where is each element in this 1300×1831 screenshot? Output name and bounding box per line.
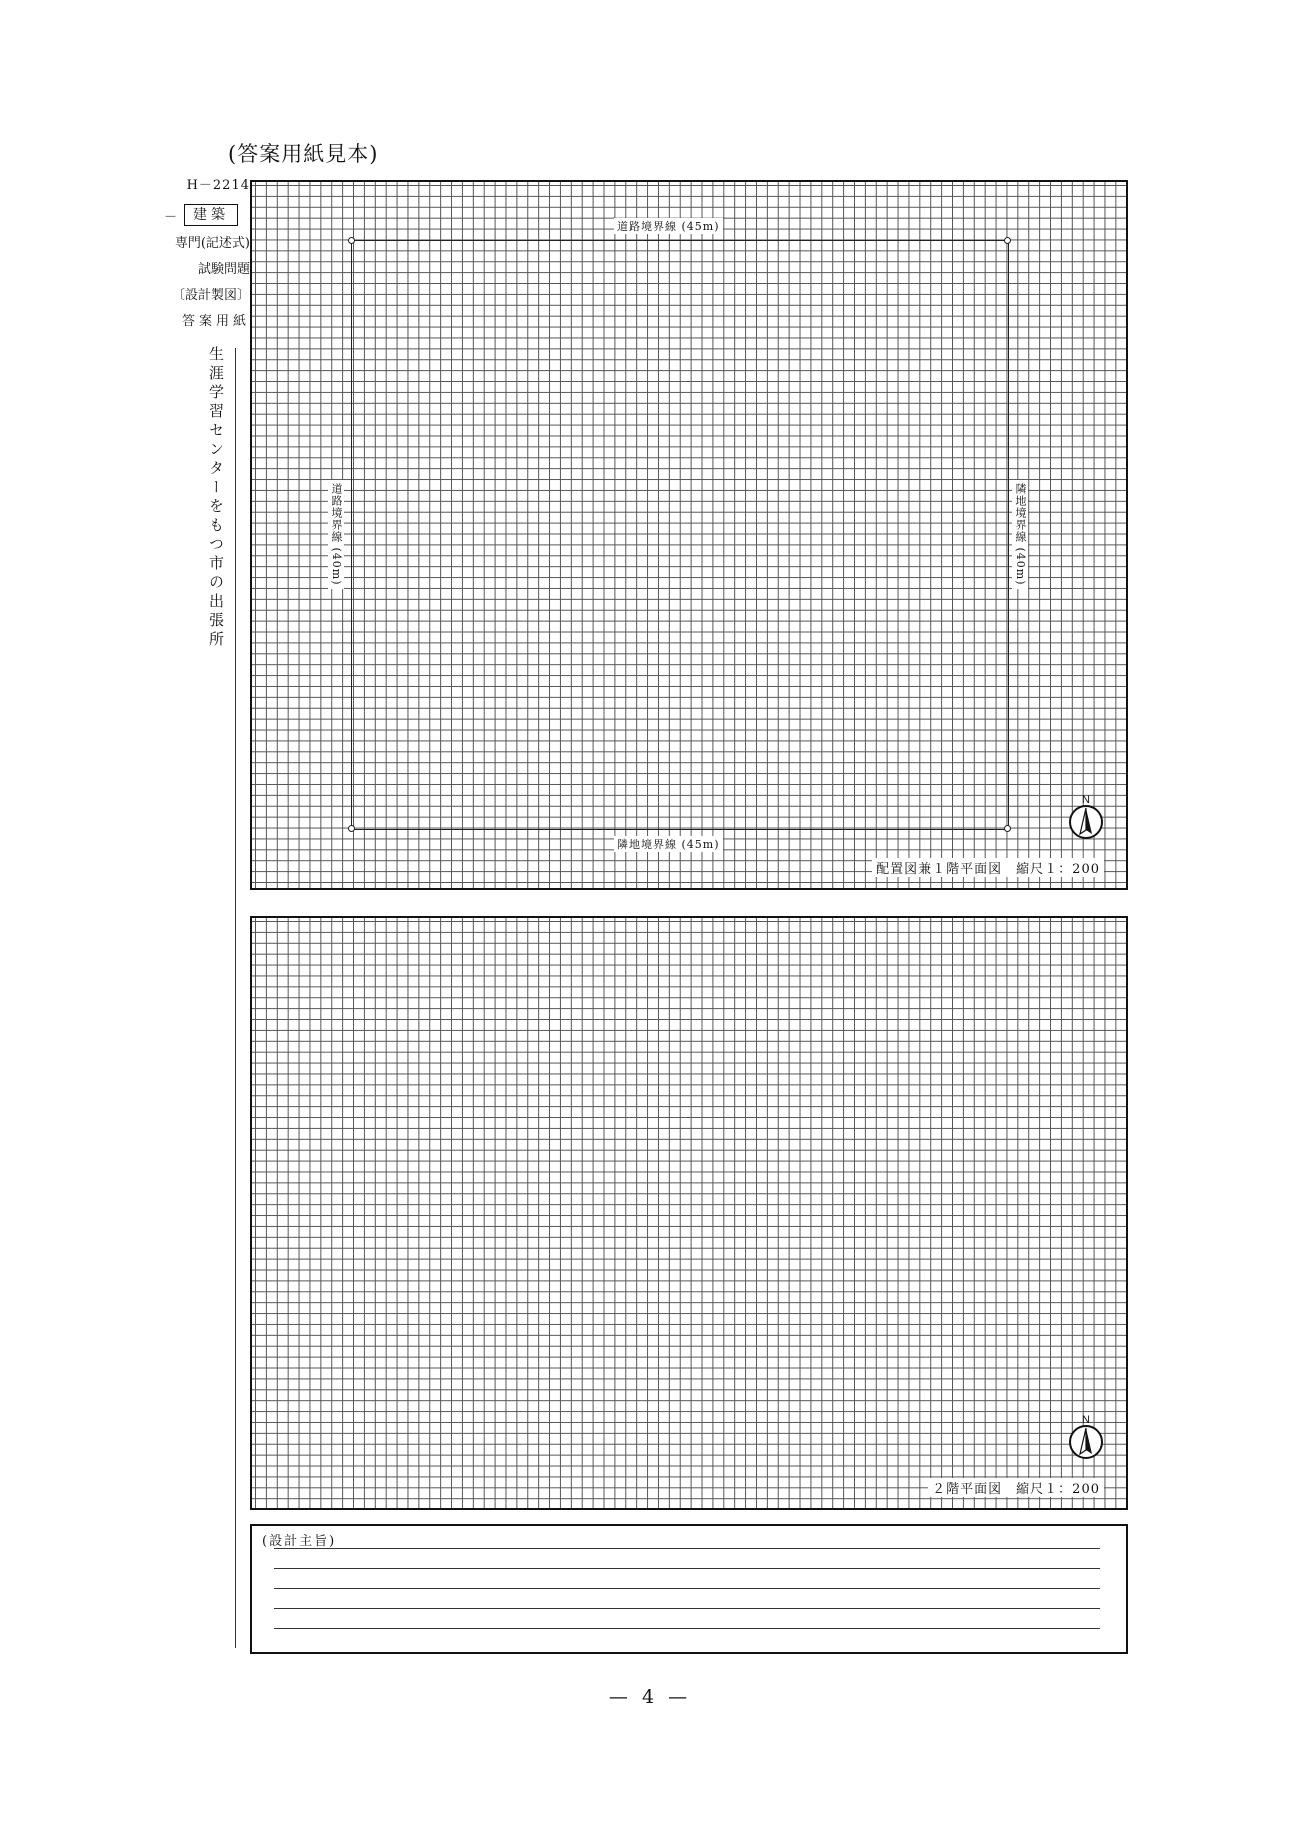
writing-line — [274, 1608, 1100, 1609]
sidebar-subject: 生涯学習センターをもつ市の出張所 — [207, 346, 225, 650]
north-arrow-icon — [1066, 794, 1106, 840]
road-boundary-label-top: 道路境界線 (45m) — [614, 218, 723, 234]
boundary-corner — [348, 825, 355, 832]
drawing-name-site-plan: 配置図兼１階平面図 縮尺１：200 — [872, 858, 1104, 877]
sidebar-rule — [235, 348, 236, 1648]
boundary-corner — [348, 237, 355, 244]
north-mark: N — [1082, 794, 1090, 806]
neighbor-boundary-label-right: 隣地境界線 (40m) — [1012, 480, 1028, 589]
design-intent-label: (設計主旨) — [262, 1534, 337, 1549]
page-number: — 4 — — [608, 1686, 692, 1708]
site-boundary — [351, 240, 1009, 830]
sidebar-category-box: 建築 — [184, 204, 238, 226]
drawing-grid-second-floor[interactable] — [250, 916, 1128, 1510]
sidebar-line-answer-sheet: 答案用紙 — [181, 314, 250, 329]
writing-line — [274, 1588, 1100, 1589]
sidebar-dash: － — [164, 210, 178, 225]
boundary-corner — [1004, 237, 1011, 244]
north-mark: N — [1082, 1414, 1090, 1426]
writing-line — [274, 1548, 1100, 1549]
drawing-name-second-floor: ２階平面図 縮尺１：200 — [928, 1478, 1104, 1497]
boundary-corner — [1004, 825, 1011, 832]
sidebar-exam-code: H－2214 — [186, 178, 250, 193]
sidebar-line-exam: 試験問題 — [197, 262, 250, 277]
north-arrow-icon — [1066, 1414, 1106, 1460]
sidebar-line-drafting: 〔設計製図〕 — [171, 288, 250, 303]
road-boundary-label-left: 道路境界線 (40m) — [328, 480, 344, 589]
writing-line — [274, 1628, 1100, 1629]
design-intent-box[interactable] — [250, 1524, 1128, 1654]
neighbor-boundary-label-bottom: 隣地境界線 (45m) — [614, 836, 723, 852]
writing-line — [274, 1568, 1100, 1569]
sheet-title: (答案用紙見本) — [228, 142, 379, 166]
sidebar-line-format: 専門(記述式) — [174, 236, 250, 251]
